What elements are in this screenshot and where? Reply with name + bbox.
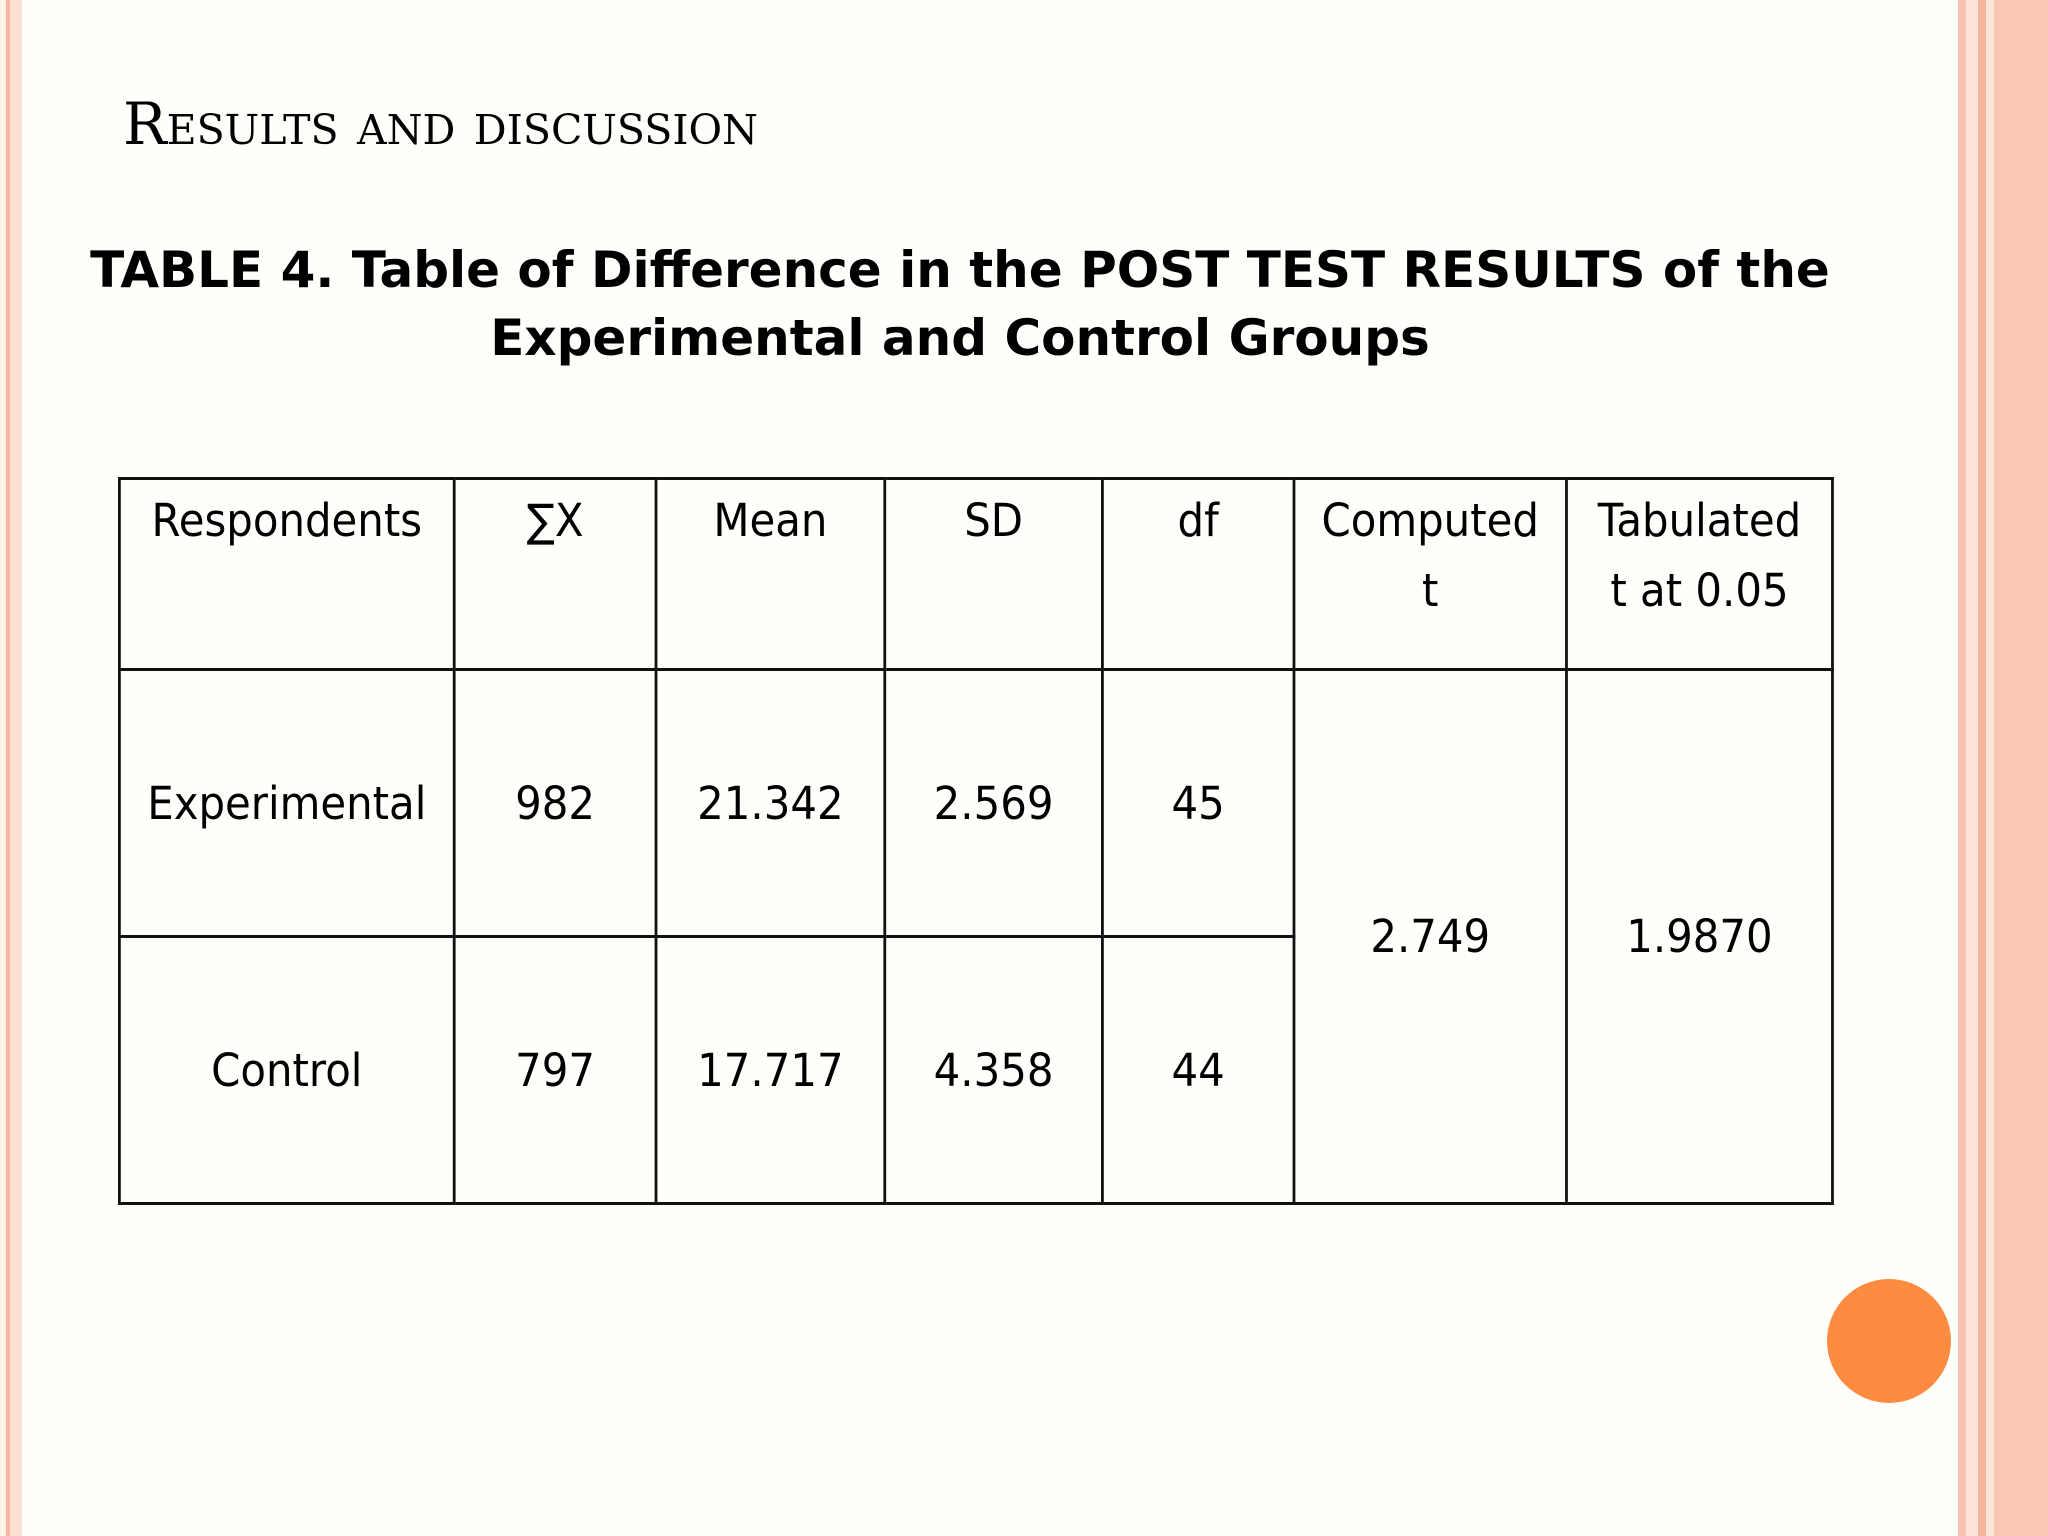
header-computed-t-line-1: Computed: [1321, 494, 1539, 547]
header-df: df: [1102, 479, 1294, 670]
cell-df-experimental: 45: [1102, 670, 1294, 937]
cell-sum-x-control: 797: [454, 937, 656, 1204]
header-tabulated-t: [1566, 479, 1832, 670]
cell-sum-x-experimental: 982: [454, 670, 656, 937]
cell-computed-t: 2.749: [1294, 670, 1566, 1204]
cell-mean-experimental: 21.342: [656, 670, 885, 937]
table-caption: [60, 236, 1860, 372]
accent-dot: [1827, 1279, 1951, 1403]
header-tabulated-t-line-1: Tabulated: [1597, 494, 1802, 547]
header-sum-x: ∑X: [454, 479, 656, 670]
table-caption-line-2: Experimental and Control Groups: [490, 309, 1430, 367]
table-header-row: [119, 479, 1832, 670]
header-computed-t-line-2: t: [1422, 564, 1439, 617]
cell-mean-control: 17.717: [656, 937, 885, 1204]
table-row: [119, 670, 1832, 937]
header-mean: Mean: [656, 479, 885, 670]
header-computed-t: [1294, 479, 1566, 670]
cell-sd-control: 4.358: [885, 937, 1103, 1204]
header-sd: SD: [885, 479, 1103, 670]
header-tabulated-t-line-2: t at 0.05: [1610, 564, 1789, 617]
header-respondents: Respondents: [119, 479, 454, 670]
slide-title: Results and discussion: [123, 90, 759, 158]
results-table: [118, 477, 1834, 1205]
right-decorative-band: [1958, 0, 2048, 1536]
cell-tabulated-t: 1.9870: [1566, 670, 1832, 1204]
cell-df-control: 44: [1102, 937, 1294, 1204]
table-caption-line-1: TABLE 4. Table of Difference in the POST TEST RESULTS of the: [90, 241, 1830, 299]
cell-sd-experimental: 2.569: [885, 670, 1103, 937]
cell-respondents-control: Control: [119, 937, 454, 1204]
left-decorative-band: [0, 0, 22, 1536]
cell-respondents-experimental: Experimental: [119, 670, 454, 937]
